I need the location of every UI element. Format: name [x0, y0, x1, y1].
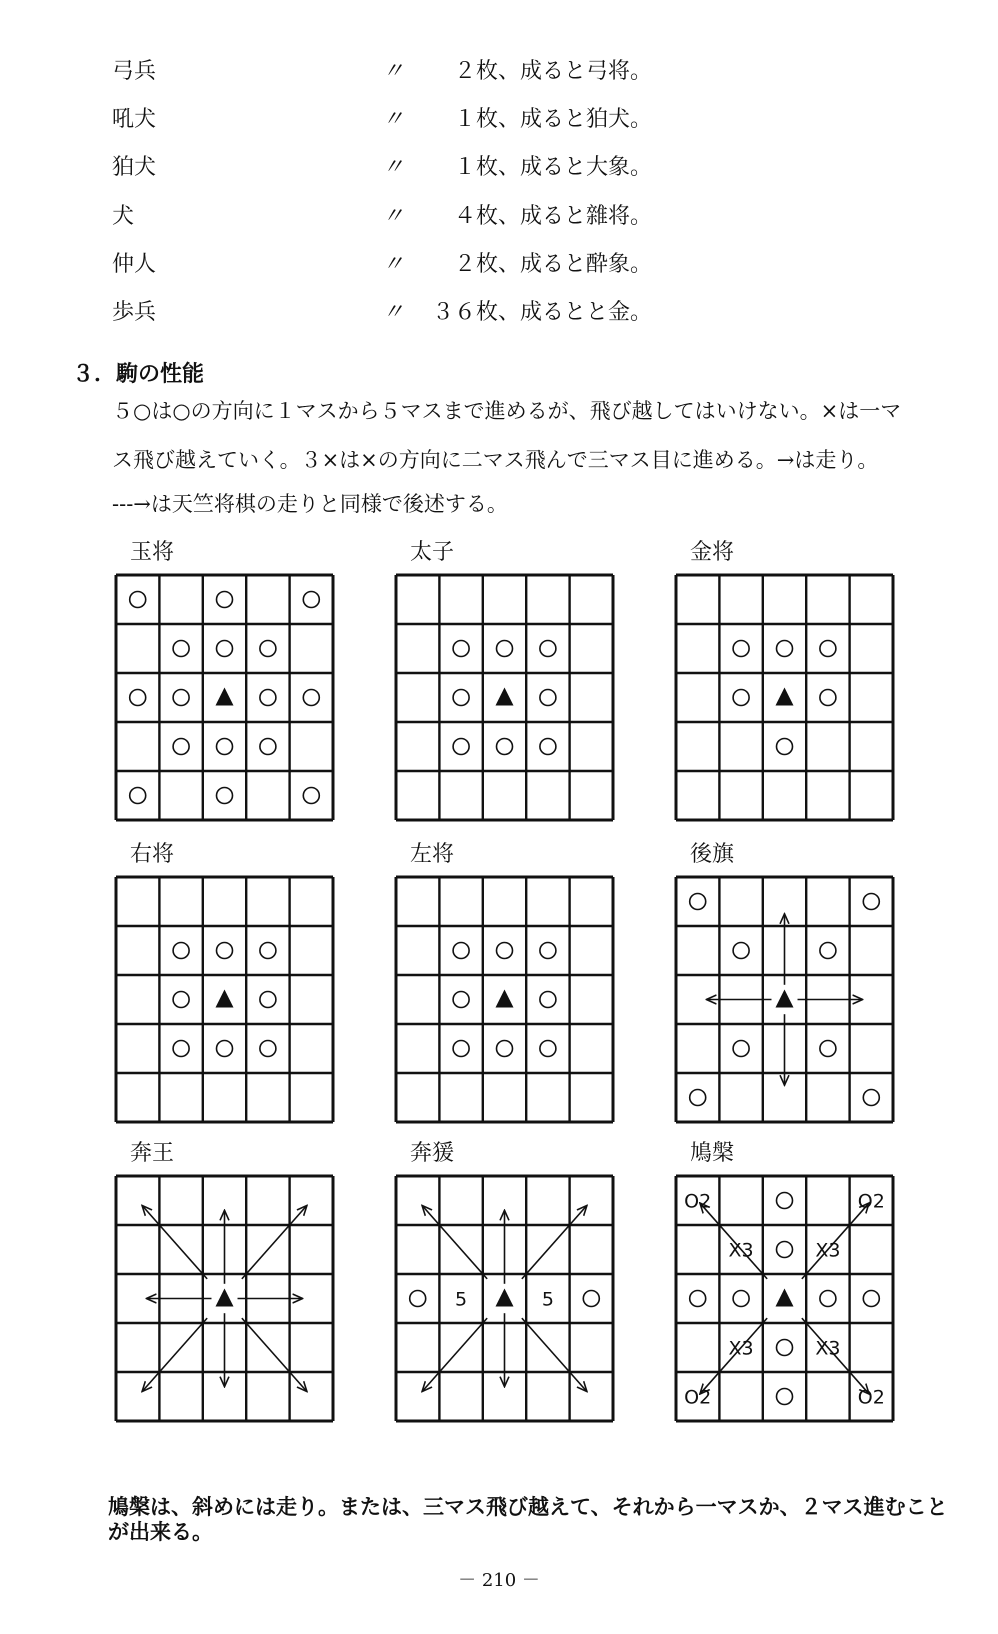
move-circle — [820, 1291, 836, 1307]
move-circle — [777, 739, 793, 755]
move-circle — [540, 641, 556, 657]
move-label: O2 — [684, 1386, 712, 1409]
move-circle — [410, 1291, 426, 1307]
run-arrow — [422, 1205, 487, 1279]
move-circle — [540, 992, 556, 1008]
piece-marker — [496, 1289, 514, 1307]
run-arrow — [422, 1318, 487, 1392]
movement-board — [676, 1176, 893, 1421]
piece-name: 弓兵 — [112, 59, 157, 84]
move-circle — [303, 788, 319, 804]
intro-line-2: ス飛び越えていく。３×は×の方向に二マス飛んで三マス目に進める。→は走り。 — [112, 448, 879, 472]
piece-name: 歩兵 — [112, 300, 157, 325]
run-arrow — [242, 1205, 307, 1279]
piece-marker — [216, 1289, 234, 1307]
move-circle — [173, 690, 189, 706]
movement-board — [116, 1176, 333, 1421]
section-heading: ３．駒の性能 — [72, 361, 205, 387]
move-circle — [260, 739, 276, 755]
move-circle — [173, 641, 189, 657]
move-circle — [820, 641, 836, 657]
movement-board — [676, 575, 893, 820]
move-circle — [863, 894, 879, 910]
move-circle — [540, 943, 556, 959]
move-label: X3 — [815, 1337, 841, 1360]
move-circle — [217, 592, 233, 608]
intro-line-1: ５○は○の方向に１マスから５マスまで進めるが、飛び越してはいけない。×は一マ — [112, 399, 902, 423]
page-number: － 210 － — [458, 1570, 540, 1591]
ditto-mark: 〃 — [382, 107, 405, 132]
move-circle — [540, 1041, 556, 1057]
move-circle — [690, 894, 706, 910]
move-label: X3 — [728, 1337, 754, 1360]
move-circle — [173, 943, 189, 959]
move-circle — [173, 1041, 189, 1057]
piece-title: 左将 — [410, 842, 455, 867]
move-circle — [453, 641, 469, 657]
move-circle — [260, 992, 276, 1008]
piece-marker — [776, 990, 794, 1008]
move-circle — [733, 943, 749, 959]
move-label: O2 — [857, 1386, 885, 1409]
movement-board — [116, 877, 333, 1122]
move-circle — [130, 788, 146, 804]
piece-title: 鳩槃 — [690, 1141, 735, 1166]
ditto-mark: 〃 — [382, 300, 405, 325]
move-circle — [260, 943, 276, 959]
move-label: 5 — [455, 1288, 468, 1311]
move-circle — [260, 1041, 276, 1057]
move-circle — [217, 739, 233, 755]
piece-description: ４枚、成ると雜将。 — [453, 204, 652, 229]
move-circle — [733, 1291, 749, 1307]
move-circle — [820, 1041, 836, 1057]
move-label: O2 — [684, 1190, 712, 1213]
piece-description: １枚、成ると狛犬。 — [453, 107, 652, 132]
run-arrow — [142, 1205, 207, 1279]
move-circle — [217, 943, 233, 959]
move-label: X3 — [815, 1239, 841, 1262]
move-circle — [690, 1090, 706, 1106]
piece-name: 仲人 — [112, 252, 157, 277]
piece-marker — [496, 990, 514, 1008]
move-circle — [453, 1041, 469, 1057]
movement-board — [676, 877, 893, 1122]
move-circle — [733, 1041, 749, 1057]
move-circle — [217, 641, 233, 657]
move-circle — [777, 1193, 793, 1209]
move-circle — [820, 690, 836, 706]
move-circle — [453, 690, 469, 706]
piece-name: 吼犬 — [112, 107, 157, 132]
move-circle — [733, 641, 749, 657]
piece-name: 犬 — [112, 204, 135, 229]
move-circle — [173, 992, 189, 1008]
piece-title: 玉将 — [130, 540, 175, 565]
move-label: X3 — [728, 1239, 754, 1262]
run-arrow — [522, 1318, 587, 1392]
move-circle — [217, 788, 233, 804]
intro-line-3: ---→は天竺将棋の走りと同様で後述する。 — [112, 492, 508, 516]
piece-title: 奔王 — [130, 1141, 175, 1166]
move-circle — [777, 1389, 793, 1405]
ditto-mark: 〃 — [382, 204, 405, 229]
piece-marker — [776, 1289, 794, 1307]
move-circle — [130, 592, 146, 608]
piece-description: ２枚、成ると酔象。 — [453, 252, 652, 277]
movement-board — [116, 575, 333, 820]
piece-marker — [216, 688, 234, 706]
move-circle — [453, 992, 469, 1008]
movement-board — [396, 877, 613, 1122]
move-circle — [497, 641, 513, 657]
ditto-mark: 〃 — [382, 59, 405, 84]
move-label: O2 — [857, 1190, 885, 1213]
piece-marker — [216, 990, 234, 1008]
piece-name: 狛犬 — [112, 155, 157, 180]
move-circle — [260, 641, 276, 657]
run-arrow — [142, 1318, 207, 1392]
move-circle — [583, 1291, 599, 1307]
run-arrow — [242, 1318, 307, 1392]
piece-description: ２枚、成ると弓将。 — [453, 59, 652, 84]
move-circle — [453, 943, 469, 959]
move-circle — [497, 1041, 513, 1057]
move-circle — [733, 690, 749, 706]
move-circle — [130, 690, 146, 706]
move-circle — [303, 592, 319, 608]
move-circle — [497, 943, 513, 959]
ditto-mark: 〃 — [382, 155, 405, 180]
move-circle — [777, 1242, 793, 1258]
move-circle — [260, 690, 276, 706]
move-circle — [863, 1291, 879, 1307]
piece-title: 右将 — [130, 842, 175, 867]
piece-description: １枚、成ると大象。 — [453, 155, 652, 180]
move-circle — [540, 739, 556, 755]
piece-marker — [496, 688, 514, 706]
move-circle — [777, 1340, 793, 1356]
movement-board — [396, 575, 613, 820]
run-arrow — [522, 1205, 587, 1279]
piece-marker — [776, 688, 794, 706]
piece-title: 太子 — [410, 540, 455, 565]
move-circle — [820, 943, 836, 959]
move-label: 5 — [541, 1288, 554, 1311]
piece-title: 奔猨 — [410, 1141, 455, 1166]
move-circle — [497, 739, 513, 755]
piece-title: 後旗 — [690, 842, 735, 867]
move-circle — [777, 641, 793, 657]
move-circle — [303, 690, 319, 706]
move-circle — [173, 739, 189, 755]
ditto-mark: 〃 — [382, 252, 405, 277]
footnote: 鳩槃は、斜めには走り。または、三マス飛び越えて、それから一マスか、２マス進むことが出来る。 — [108, 1494, 948, 1544]
move-circle — [690, 1291, 706, 1307]
move-circle — [863, 1090, 879, 1106]
move-circle — [540, 690, 556, 706]
piece-title: 金将 — [690, 540, 735, 565]
movement-board — [396, 1176, 613, 1421]
move-circle — [453, 739, 469, 755]
move-circle — [217, 1041, 233, 1057]
piece-description: ３６枚、成るとと金。 — [431, 300, 652, 325]
